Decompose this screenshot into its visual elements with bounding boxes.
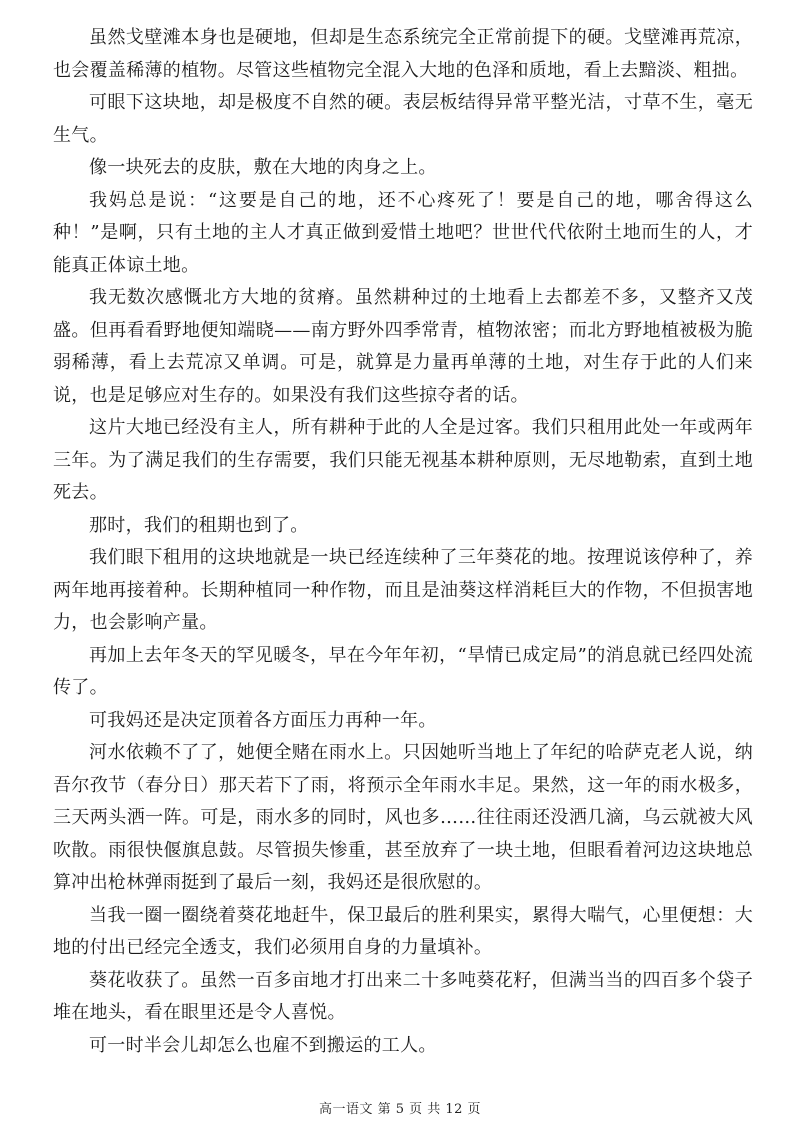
page-footer: 高一语文 第 5 页 共 12 页 (318, 1102, 482, 1117)
paragraph-3: 像一块死去的皮肤，敷在大地的肉身之上。 (89, 157, 437, 178)
paragraph-14: 可一时半会儿却怎么也雇不到搬运的工人。 (89, 1034, 437, 1056)
paragraph-12: 当我一圈一圈绕着葵花地赶牛，保卫最后的胜利果实，累得大喘气，心里便想：大地的付出已经完全透支，我们必须用自身的力量填补。 (53, 904, 753, 958)
article-body (53, 22, 753, 1062)
paragraph-9: 再加上去年冬天的罕见暖冬，早在今年年初，“旱情已成定局”的消息就已经四处流传了。 (53, 644, 753, 698)
paragraph-8: 我们眼下租用的这块地就是一块已经连续种了三年葵花的地。按理说该停种了，养两年地再接着种。长期种植同一种作物，而且是油葵这样消耗巨大的作物，不但损害地力，也会影响产量。 (53, 547, 753, 633)
paragraph-11: 河水依赖不了了，她便全赌在雨水上。只因她听当地上了年纪的哈萨克老人说，纳吾尔孜节（春分日）那天若下了雨，将预示全年雨水丰足。果然，这一年的雨水极多，三天两头洒一阵。可是，雨水多的同时，风也多……往往雨还没洒几滴，乌云就被大风吹散。雨很快偃旗息鼓。尽管损失惨重，甚至放弃了一块土地，但眼看着河边这块地总算冲出枪林弹雨挺到了最后一刻，我妈还是很欣慰的。 (53, 742, 753, 893)
paragraph-1: 虽然戈壁滩本身也是硬地，但却是生态系统完全正常前提下的硬。戈壁滩再荒凉，也会覆盖稀薄的植物。尽管这些植物完全混入大地的色泽和质地，看上去黯淡、粗拙。 (53, 27, 753, 81)
paragraph-5: 我无数次感慨北方大地的贫瘠。虽然耕种过的土地看上去都差不多，又整齐又茂盛。但再看看野地便知端晓——南方野外四季常青，植物浓密；而北方野地植被极为脆弱稀薄，看上去荒凉又单调。可是，就算是力量再单薄的土地，对生存于此的人们来说，也是足够应对生存的。如果没有我们这些掠夺者的话。 (53, 287, 753, 406)
paragraph-6: 这片大地已经没有主人，所有耕种于此的人全是过客。我们只租用此处一年或两年三年。为了满足我们的生存需要，我们只能无视基本耕种原则，无尽地勒索，直到土地死去。 (53, 417, 753, 503)
paragraph-7: 那时，我们的租期也到了。 (89, 514, 309, 536)
paragraph-2: 可眼下这块地，却是极度不自然的硬。表层板结得异常平整光洁，寸草不生，毫无生气。 (53, 92, 753, 146)
paragraph-13: 葵花收获了。虽然一百多亩地才打出来二十多吨葵花籽，但满当当的四百多个袋子堆在地头，看在眼里还是令人喜悦。 (53, 969, 753, 1023)
paragraph-10: 可我妈还是决定顶着各方面压力再种一年。 (89, 709, 437, 731)
paragraph-4: 我妈总是说：“这要是自己的地，还不心疼死了！要是自己的地，哪舍得这么种！”是啊，只有土地的主人才真正做到爱惜土地吧？世世代代依附土地而生的人，才能真正体谅土地。 (53, 189, 753, 276)
